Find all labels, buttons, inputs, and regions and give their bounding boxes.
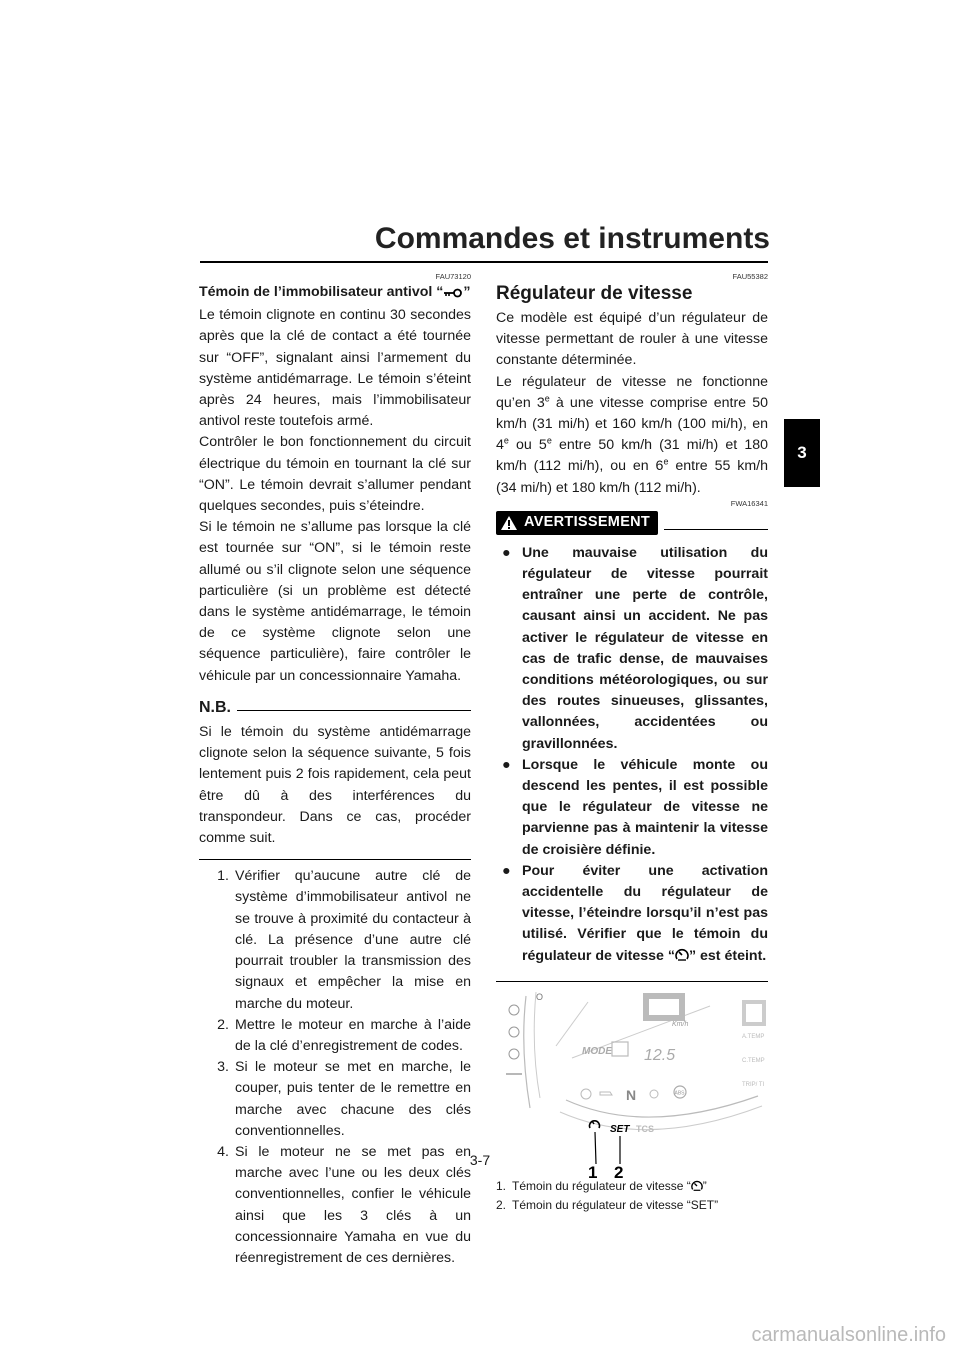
caption-text: Témoin du régulateur de vitesse “SET” [512, 1197, 719, 1212]
warning-badge [496, 511, 658, 535]
warning-text-a: Pour éviter une activation accidentelle du régulateur de vitesse, l’éteindre lorsqu’il n’est pas utilisé. Vérifier que le témoin du régulateur de vitesse “ [522, 862, 768, 964]
instrument-cluster-illustration [496, 988, 768, 1178]
immobilizer-para-2: Contrôler le bon fonctionnement du circuit électrique du témoin en tournant la clé sur “ON”. Le témoin devrait s’allumer pendant quelques secondes, puis s’éteindre. [199, 434, 471, 515]
ordinal-suffix: e [546, 435, 552, 446]
note-body [199, 722, 471, 860]
ordinal-suffix: e [544, 393, 550, 404]
warning-text: Une mauvaise utilisation du régulateur de vitesse pourrait entraîner une perte de contrôle, causant ainsi un accident. Ne pas activer le régulateur de vitesse en cas de trafic dense, de mauvaises conditions météorologiques, ou sur des routes sinueuses, glissantes, vallonnées, accidentées ou gravillonnées. [522, 544, 768, 752]
section-code: FAU73120 [435, 272, 471, 281]
note-label: N.B. [199, 698, 231, 716]
key-icon [443, 284, 463, 305]
cruise-control-title: Régulateur de vitesse [496, 283, 693, 304]
cruise-p2-a: Le régulateur de vitesse ne fonctionne qu’en 3 [496, 373, 768, 411]
page-header-title: Commandes et instruments [374, 222, 770, 255]
warning-text [522, 861, 768, 969]
step-text: Si le moteur se met en marche, le couper, puis tenter de le remettre en marche avec chacune des clés conventionnelles. [235, 1059, 471, 1139]
chapter-tab: 3 [784, 419, 820, 487]
warning-list [496, 543, 768, 969]
caption-item [496, 1178, 768, 1197]
cruise-control-icon [675, 948, 689, 969]
ordinal-suffix: e [663, 456, 669, 467]
caption-item [496, 1197, 768, 1214]
page-number: 3-7 [469, 1152, 491, 1168]
tcs-indicator: TCS [636, 1123, 654, 1134]
cruise-para-2 [496, 372, 768, 499]
warning-label: AVERTISSEMENT [524, 514, 651, 531]
immobilizer-title-text: Témoin de l’immobilisateur antivol “ [199, 284, 444, 300]
step-text: Mettre le moteur en marche à l’aide de la clé d’enregistrement de codes. [235, 1016, 471, 1054]
instrument-panel-figure [496, 988, 768, 1178]
right-label-3: TRIP/ TI [742, 1081, 765, 1088]
caption-text-b: ” [702, 1178, 707, 1193]
warning-text-b: ” est éteint. [688, 947, 767, 964]
right-column [496, 272, 768, 1214]
key-position-mark: O [536, 991, 544, 1002]
mode-label: MODE [582, 1045, 612, 1057]
cruise-p2-e: entre 55 km/h (34 mi/h) et 180 km/h (112 mi/h). [496, 458, 768, 496]
immobilizer-para-3: Si le témoin ne s’allume pas lorsque la clé est tournée sur “ON”, si le témoin reste allumé ou s’il clignote selon une séquence particulière (si un problème est détecté dans le système antidémarrage, le témoin de ce système clignote selon une séquence particulière), faire contrôler le véhicule par un concessionnaire Yamaha. [199, 519, 471, 684]
step-text: Vérifier qu’aucune autre clé de système d’immobilisateur antivol ne se trouve à proximité du contacteur à clé. La présence d’une autre clé pourrait troubler la transmission des signaux et empêcher la mise en marche du moteur. [235, 868, 471, 1012]
callout-2: 2 [614, 1162, 624, 1178]
warning-rule [664, 529, 768, 530]
set-indicator: SET [610, 1123, 630, 1135]
step-number: 1. [217, 868, 229, 885]
warning-header [496, 511, 768, 535]
warning-end-rule [496, 981, 768, 982]
immobilizer-title-end: ” [463, 284, 471, 300]
right-label-1: A.TEMP [742, 1033, 765, 1040]
header-rule [200, 261, 768, 263]
bullet: ● [502, 756, 511, 773]
caption-number: 2. [496, 1197, 507, 1212]
neutral-indicator: N [626, 1086, 637, 1103]
caption-number: 1. [496, 1178, 507, 1193]
cruise-p2-b: à une vitesse comprise entre 50 km/h (31 mi/h) et 160 km/h (100 mi/h), en 4 [496, 394, 768, 454]
bullet: ● [502, 544, 511, 561]
step-item [199, 866, 471, 1014]
abs-indicator: ABS [674, 1090, 685, 1097]
step-number: 2. [217, 1016, 229, 1033]
warning-code: FWA16341 [730, 498, 768, 508]
warning-item [496, 543, 768, 755]
caption-text-a: Témoin du régulateur de vitesse “ [512, 1178, 691, 1193]
warning-text: Lorsque le véhicule monte ou descend les pentes, il est possible que le régulateur de vitesse ne parvienne pas à maintenir la vitesse de croisière définie. [522, 756, 768, 858]
step-number: 4. [217, 1143, 229, 1160]
cruise-control-icon [691, 1180, 703, 1197]
step-number: 3. [217, 1059, 229, 1076]
note-rule [237, 710, 471, 711]
step-item [199, 1057, 471, 1142]
ordinal-suffix: e [503, 435, 509, 446]
warning-triangle-icon [500, 515, 518, 531]
warning-item [496, 755, 768, 861]
cruise-p2-d: entre 50 km/h (31 mi/h) et 180 km/h (112 mi/h), ou en 6 [496, 437, 768, 475]
watermark: carmanualsonline.info [751, 1324, 946, 1346]
right-label-2: C.TEMP [742, 1057, 765, 1064]
section-code: FAU55382 [732, 272, 768, 281]
speed-unit-label: Km/h [672, 1020, 689, 1028]
callout-1: 1 [588, 1162, 598, 1178]
left-column [199, 272, 471, 1269]
trip-digits: 12.5 [644, 1046, 676, 1064]
step-item [199, 1015, 471, 1057]
step-text: Si le moteur ne se met pas en marche avec l’une ou les deux clés conventionnelles, confier le véhicule ainsi que les 3 clés à un concessionnaire Yamaha en vue du réenregistrement de ces dernières. [235, 1143, 471, 1266]
procedure-steps [199, 866, 471, 1269]
caption-text [512, 1178, 707, 1197]
immobilizer-section-title [199, 282, 471, 305]
warning-item [496, 861, 768, 969]
cruise-p2-c: ou 5 [508, 437, 547, 454]
immobilizer-para-1: Le témoin clignote en continu 30 secondes après que la clé de contact a été tournée sur “OFF”, signalant ainsi l’armement du système antidémarrage. Le témoin s’éteint après 24 heures, mais l’immobilisateur antivol reste toutefois armé. [199, 307, 471, 430]
note-header [199, 697, 471, 718]
figure-caption [496, 1178, 768, 1214]
cruise-para-1: Ce modèle est équipé d’un régulateur de vitesse permettant de rouler à une vitesse constante déterminée. [496, 310, 768, 369]
note-text: Si le témoin du système antidémarrage clignote selon la séquence suivante, 5 fois lentement puis 2 fois rapidement, cela peut être dû à des interférences du transpondeur. Dans ce cas, procéder comme suit. [199, 724, 471, 847]
bullet: ● [502, 862, 511, 879]
